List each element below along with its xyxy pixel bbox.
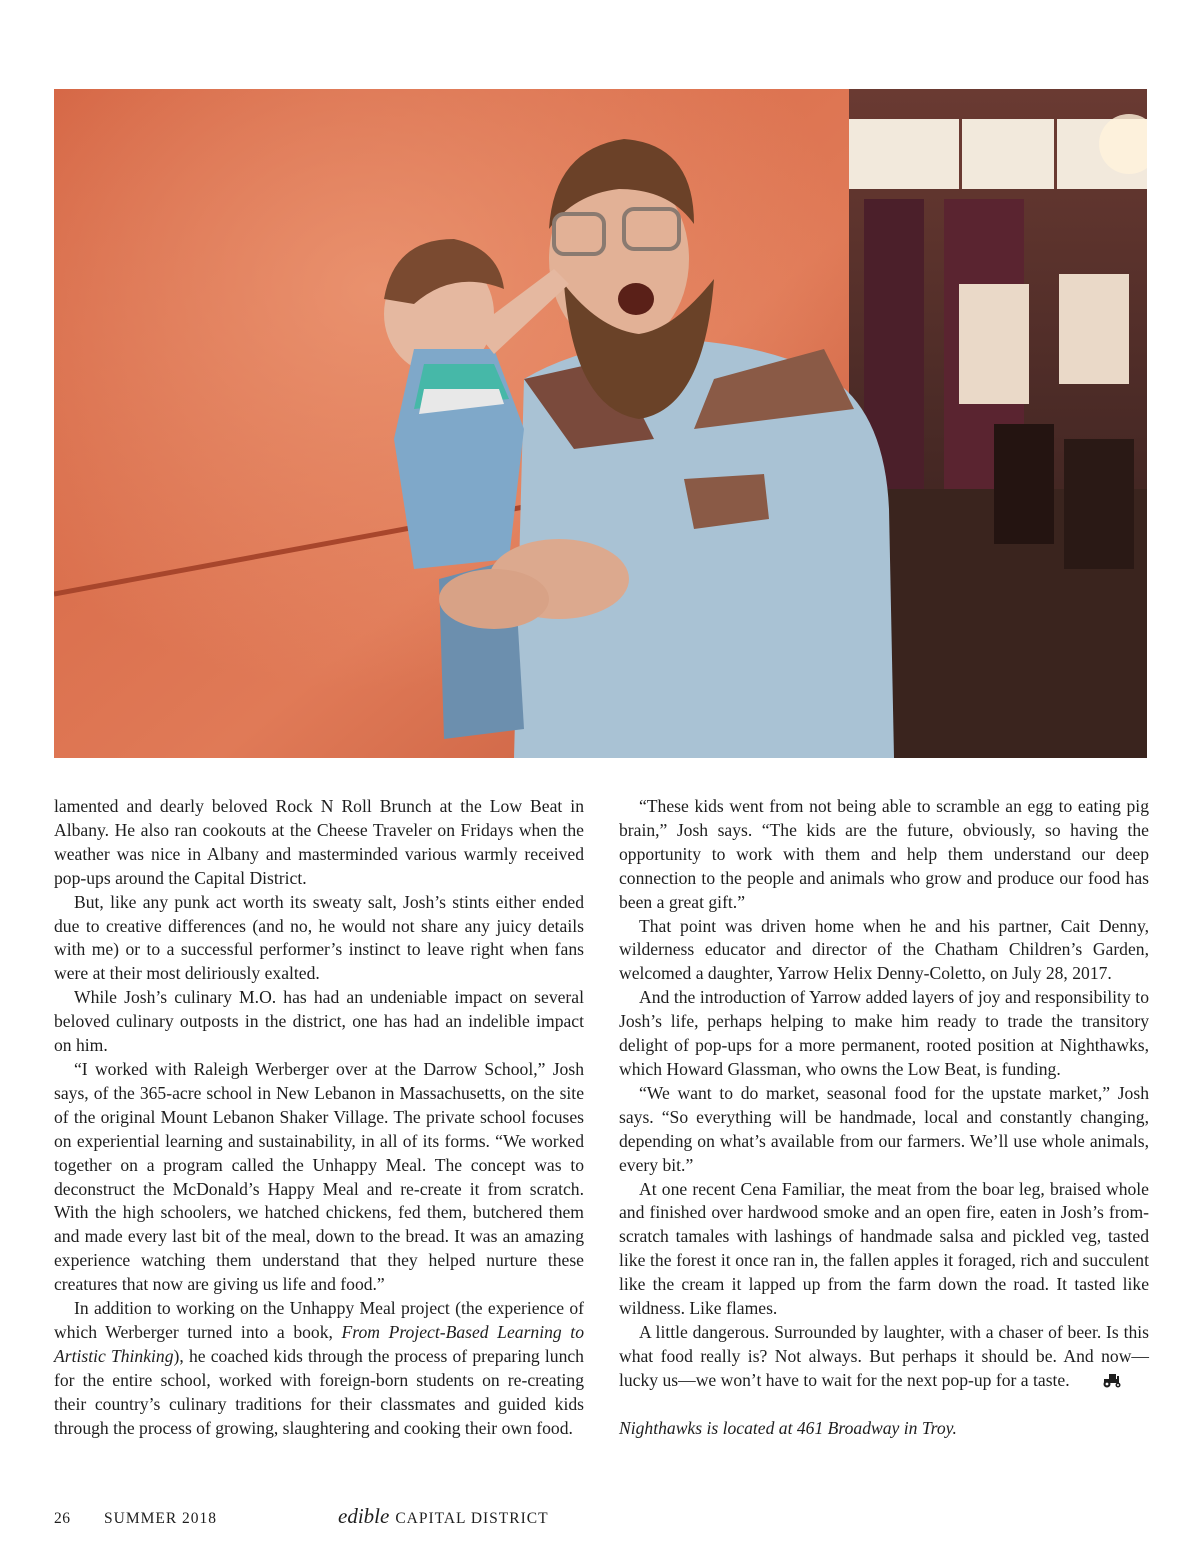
paragraph xyxy=(54,1297,584,1440)
paragraph: “I worked with Raleigh Werberger over at the Darrow School,” Josh says, of the 365-acre school in New Lebanon in Massachusetts, on the site of the original Mount Lebanon Shaker Village. The private school focuses on experiential learning and sustainability, in all of its forms. “We worked together on a program called the Unhappy Meal. The concept was to deconstruct the McDonald’s Happy Meal and re-create it from scratch. With the high schoolers, we hatched chickens, fed them, butchered them and made every last bit of the meal, down to the bread. It was an amazing experience watching them understand that they helped nurture these creatures that now are giving us life and food.” xyxy=(54,1058,584,1295)
paragraph: While Josh’s culinary M.O. has had an undeniable impact on several beloved culinary outposts in the district, one has had an indelible impact on him. xyxy=(54,987,584,1056)
paragraph-text: A little dangerous. Surrounded by laughter, with a chaser of beer. Is this what food really is? Not always. But perhaps it should be. And now—lucky us—we won’t have to wait for the next pop-up for a taste. xyxy=(619,1321,1149,1390)
article-left-column xyxy=(54,795,584,1440)
tractor-icon xyxy=(1080,1371,1104,1387)
magazine-prefix: edible xyxy=(338,1504,390,1528)
paragraph: At one recent Cena Familiar, the meat from the boar leg, braised whole and finished over hardwood smoke and an open fire, eaten in Josh’s from-scratch tamales with lashings of handmade salsa and pickled veg, tasted like the forest it once ran in, the fallen apples it foraged, rich and succulent like the cream it lapped up from the farm down the road. It tasted like wildness. Like flames. xyxy=(619,1178,1149,1319)
paragraph: “We want to do market, seasonal food for the upstate market,” Josh says. “So everything will be handmade, local and constantly changing, depending on what’s available from our farmers. We’ll use whole animals, every bit.” xyxy=(619,1082,1149,1175)
page-folio xyxy=(54,1504,549,1529)
page-number: 26 xyxy=(54,1510,71,1527)
paragraph-text: ), he coached kids through the process of preparing lunch for the entire school, worked with foreign-born students on re-creating their country’s culinary traditions for their classmates and guided kids through the process of growing, slaughtering and cooking their own food. xyxy=(54,1345,584,1438)
portrait-photo xyxy=(54,89,1147,758)
article-right-column xyxy=(619,795,1149,1441)
paragraph: That point was driven home when he and his partner, Cait Denny, wilderness educator and director of the Chatham Children’s Garden, welcomed a daughter, Yarrow Helix Denny-Coletto, on July 28, 2017. xyxy=(619,915,1149,984)
paragraph: But, like any punk act worth its sweaty salt, Josh’s stints either ended due to creative differences (and no, he would not share any juicy details with me) or to a successful performer’s instinct to leave right when fans were at their most deliriously exalted. xyxy=(54,891,584,984)
closing-paragraph xyxy=(619,1321,1149,1393)
paragraph: And the introduction of Yarrow added layers of joy and responsibility to Josh’s life, perhaps helping to make him ready to trade the transitory delight of pop-ups for a more permanent, rooted position at Nighthawks, which Howard Glassman, who owns the Low Beat, is funding. xyxy=(619,987,1149,1079)
location-note: Nighthawks is located at 461 Broadway in Troy. xyxy=(619,1417,957,1438)
portrait-photo-illustration xyxy=(54,89,1147,758)
paragraph: lamented and dearly beloved Rock N Roll Brunch at the Low Beat in Albany. He also ran cookouts at the Cheese Traveler on Fridays when the weather was nice in Albany and masterminded various warmly received pop-ups around the Capital District. xyxy=(54,796,584,888)
book-title: From Project-Based Learning to Artistic Thinking xyxy=(54,1321,584,1366)
paragraph: “These kids went from not being able to scramble an egg to eating pig brain,” Josh says. “The kids are the future, obviously, so having the opportunity to work with them and help them understand our deep connection to the people and animals who grow and produce our food has been a great gift.” xyxy=(619,796,1149,912)
paragraph-text: In addition to working on the Unhappy Meal project (the experience of which Werberger turned into a book, xyxy=(54,1298,584,1342)
issue-label: SUMMER 2018 xyxy=(104,1510,218,1527)
magazine-name: CAPITAL DISTRICT xyxy=(395,1510,549,1527)
